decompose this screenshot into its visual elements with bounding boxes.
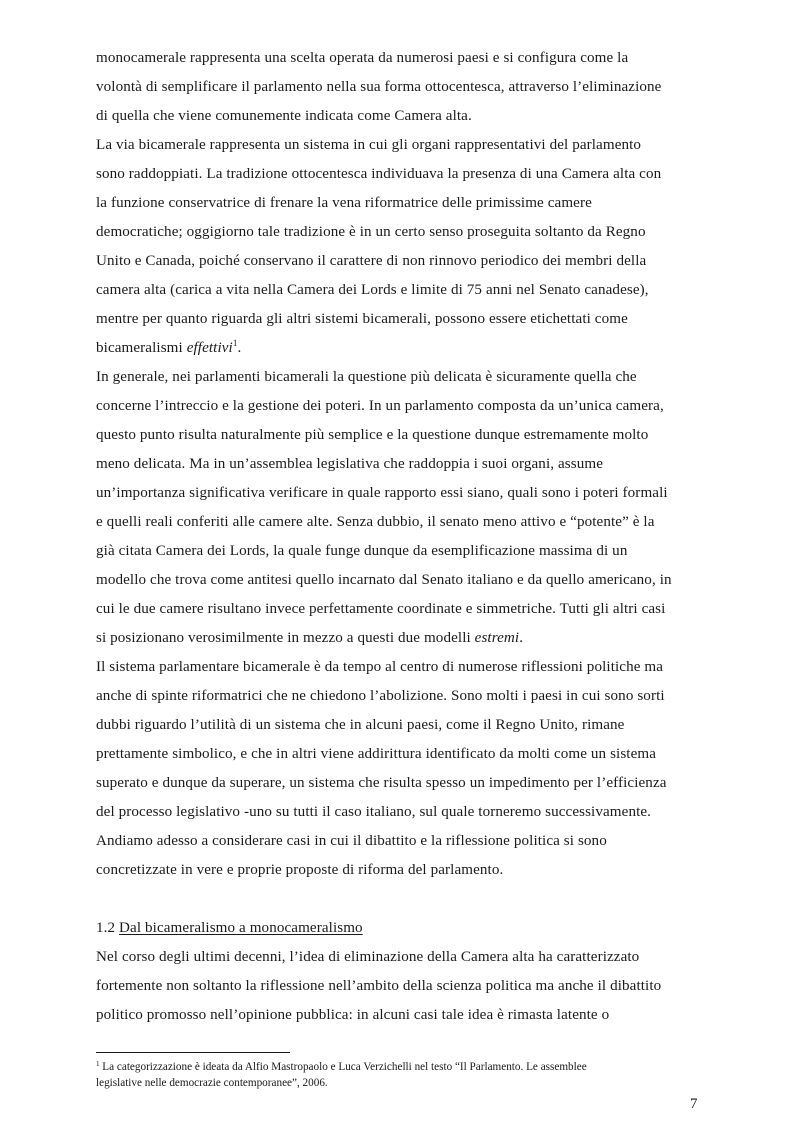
body-line: cui le due camere risultano invece perfettamente coordinate e simmetriche. Tutti gli altri casi <box>96 601 666 617</box>
body-line: del processo legislativo -uno su tutti il caso italiano, sul quale torneremo successivamente. <box>96 804 652 820</box>
body-line: la funzione conservatrice di frenare la vena riformatrice delle primissime camere <box>96 195 592 211</box>
footnote-line: legislative nelle democrazie contemporanee”, 2006. <box>96 1077 328 1089</box>
body-line: In generale, nei parlamenti bicamerali la questione più delicata è sicuramente quella che <box>96 369 637 385</box>
page-number: 7 <box>690 1096 698 1112</box>
body-line: anche di spinte riformatrici che ne chiedono l’abolizione. Sono molti i paesi in cui sono sorti <box>96 688 665 704</box>
section-heading <box>96 918 363 938</box>
body-line: prettamente simbolico, e che in altri viene addirittura identificato da molti come un sistema <box>96 746 657 762</box>
body-line: bicameralismi effettivi$^1$. <box>96 338 242 356</box>
body-line: meno delicata. Ma in un’assemblea legislativa che raddoppia i suoi organi, assume <box>96 456 604 472</box>
body-line: superato e dunque da superare, un sistema che risulta spesso un impedimento per l’efficienza <box>96 775 667 791</box>
body-line: Nel corso degli ultimi decenni, l’idea di eliminazione della Camera alta ha caratterizzato <box>96 949 640 965</box>
body-line: monocamerale rappresenta una scelta operata da numerosi paesi e si configura come la <box>96 50 629 66</box>
body-line: democratiche; oggigiorno tale tradizione è in un certo senso proseguita soltanto da Regno <box>96 224 646 240</box>
body-line: Andiamo adesso a considerare casi in cui il dibattito e la riflessione politica si sono <box>96 833 607 849</box>
body-line: questo punto risulta naturalmente più semplice e la questione dunque estremamente molto <box>96 427 649 443</box>
body-line: di quella che viene comunemente indicata come Camera alta. <box>96 108 472 124</box>
footnote-marker: 1 <box>96 1060 100 1068</box>
body-line: La via bicamerale rappresenta un sistema in cui gli organi rappresentativi del parlamento <box>96 137 642 153</box>
footnote-divider <box>96 1052 290 1053</box>
body-line: fortemente non soltanto la riflessione nell’ambito della scienza politica ma anche il dibattito <box>96 978 662 994</box>
footnote-line: $^1$ La categorizzazione è ideata da Alfio Mastropaolo e Luca Verzichelli nel testo “Il Parlamento. Le assemblee <box>96 1060 587 1073</box>
body-line: mentre per quanto riguarda gli altri sistemi bicamerali, possono essere etichettati come <box>96 311 628 327</box>
body-line: e quelli reali conferiti alle camere alte. Senza dubbio, il senato meno attivo e “potente” è la <box>96 514 655 530</box>
body-line: modello che trova come antitesi quello incarnato dal Senato italiano e da quello americano, in <box>96 572 672 588</box>
body-line: già citata Camera dei Lords, la quale funge dunque da esemplificazione massima di un <box>96 543 628 559</box>
section-title: Dal bicameralismo a monocameralismo <box>119 920 363 936</box>
body-line: si posizionano verosimilmente in mezzo a questi due modelli estremi. <box>96 630 524 646</box>
body-line: concretizzate in vere e proprie proposte di riforma del parlamento. <box>96 862 504 878</box>
footnote-reference[interactable]: 1 <box>232 338 238 348</box>
body-line: sono raddoppiati. La tradizione ottocentesca individuava la presenza di una Camera alta con <box>96 166 662 182</box>
body-line: un’importanza significativa verificare in quale rapporto essi siano, quali sono i poteri formali <box>96 485 668 501</box>
body-line: Il sistema parlamentare bicamerale è da tempo al centro di numerose riflessioni politiche ma <box>96 659 664 675</box>
body-line: volontà di semplificare il parlamento nella sua forma ottocentesca, attraverso l’eliminazione <box>96 79 662 95</box>
body-line: politico promosso nell’opinione pubblica: in alcuni casi tale idea è rimasta latente o <box>96 1007 610 1023</box>
body-line: dubbi riguardo l’utilità di un sistema che in alcuni paesi, come il Regno Unito, rimane <box>96 717 625 733</box>
body-line: camera alta (carica a vita nella Camera dei Lords e limite di 75 anni nel Senato canadese), <box>96 282 649 298</box>
body-line: Unito e Canada, poiché conservano il carattere di non rinnovo periodico dei membri della <box>96 253 647 269</box>
section-number: 1.2 <box>96 920 120 936</box>
body-line: concerne l’intreccio e la gestione dei poteri. In un parlamento composta da un’unica camera, <box>96 398 664 414</box>
